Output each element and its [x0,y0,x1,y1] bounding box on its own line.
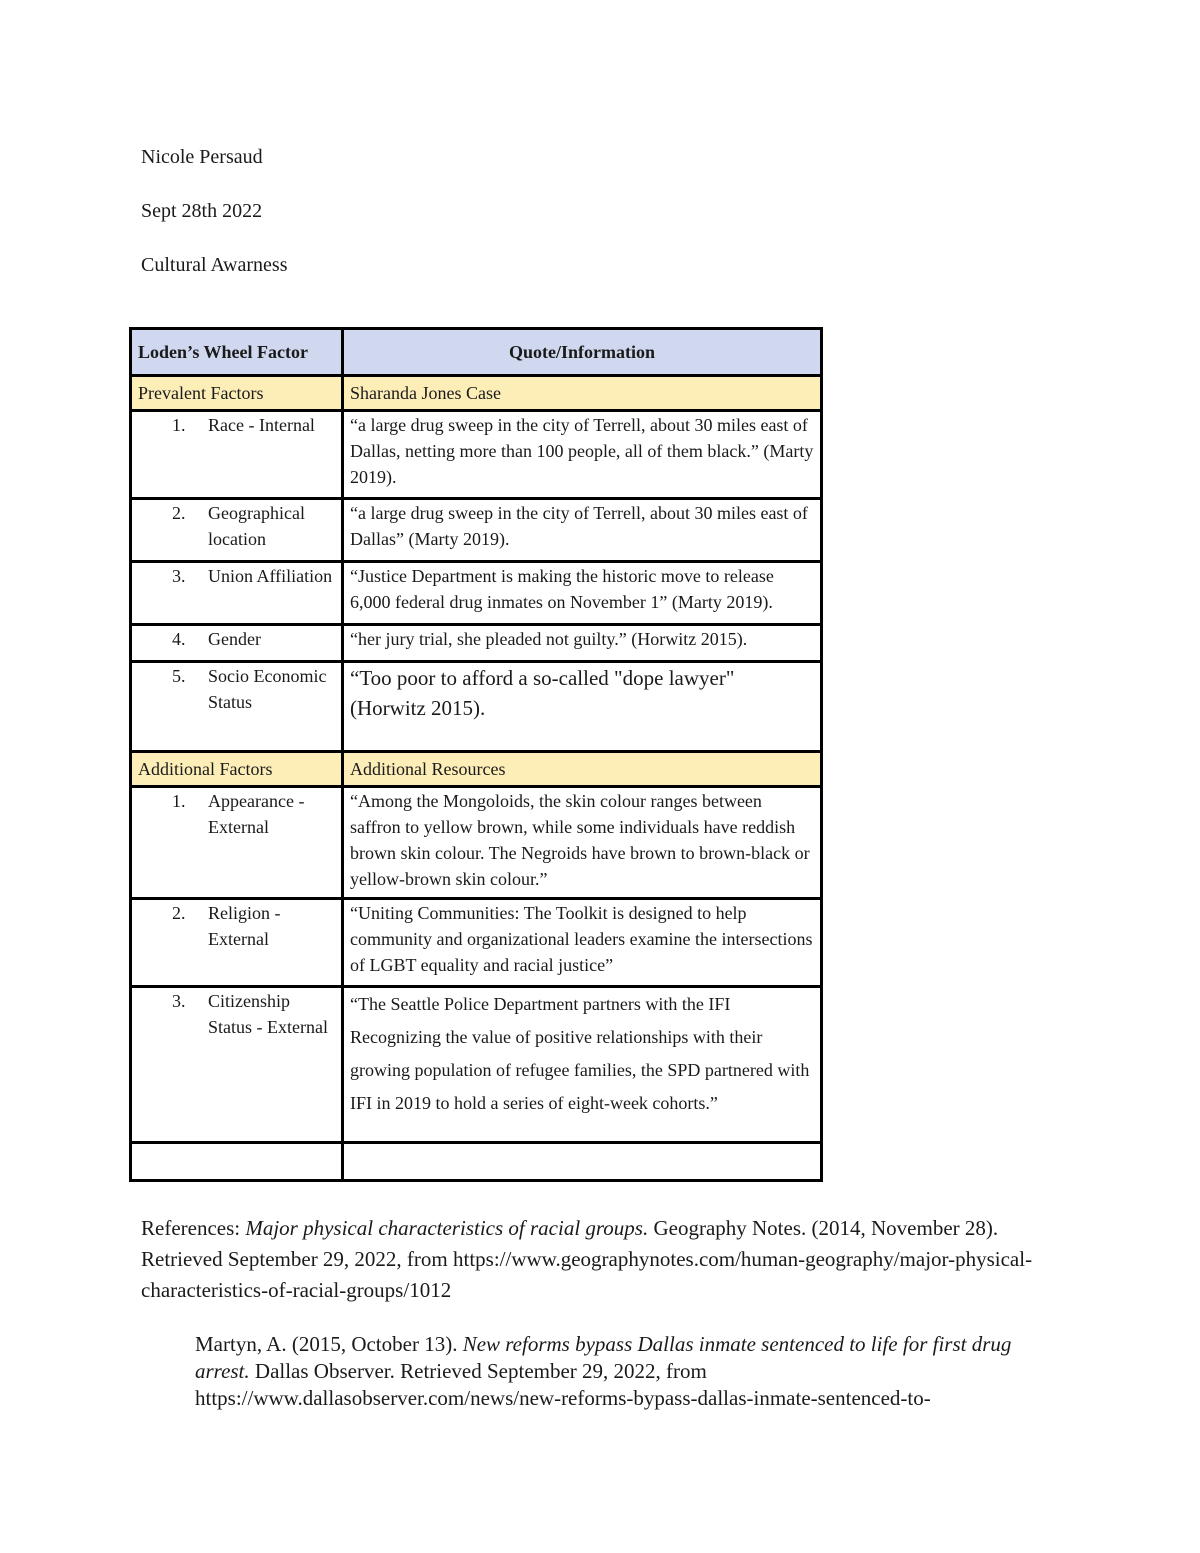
reference-details: Geography Notes. (2014, November 28). Retrieved September 29, 2022, from https://www.geographynotes.com/human-geography/major-physical-characteristics-of-racial-groups/1012 [141,1216,1033,1302]
empty-cell [131,1143,343,1181]
reference-title: New reforms bypass Dallas inmate sentenced to life for first drug arrest. [195,1332,1012,1383]
factor-cell [131,787,343,899]
section-row-prevalent [131,376,822,411]
factor-cell [131,625,343,662]
factor-cell [131,662,343,752]
column-header-factor: Loden’s Wheel Factor [131,329,343,376]
factor-number: 3. [172,566,186,586]
table-row [131,787,822,899]
table-row [131,562,822,625]
factor-label: Union Affiliation [208,566,333,586]
table-row [131,411,822,499]
quote-cell: “a large drug sweep in the city of Terrell, about 30 miles east of Dallas” (Marty 2019). [343,499,822,562]
section-source: Sharanda Jones Case [343,376,822,411]
factor-label: Appearance - External [208,791,305,837]
factor-cell [131,562,343,625]
factor-cell [131,899,343,987]
quote-cell: “Among the Mongoloids, the skin colour ranges between saffron to yellow brown, while some individuals have reddish brown skin colour. The Negroids have brown to brown-black or yellow-brown skin colour.” [343,787,822,899]
table-header-row [131,329,822,376]
table-row [131,662,822,752]
reference-dallas-observer [195,1331,1045,1412]
factor-number: 2. [172,903,186,923]
factor-number: 3. [172,991,186,1011]
author-name: Nicole Persaud [141,146,263,168]
quote-cell: “a large drug sweep in the city of Terrell, about 30 miles east of Dallas, netting more than 100 people, all of them black.” (Marty 2019). [343,411,822,499]
empty-row [131,1143,822,1181]
quote-cell: “Justice Department is making the historic move to release 6,000 federal drug inmates on November 1” (Marty 2019). [343,562,822,625]
section-label: Additional Factors [131,752,343,787]
factor-cell [131,987,343,1143]
column-header-quote: Quote/Information [343,329,822,376]
table-row [131,499,822,562]
factor-label: Citizenship Status - External [208,991,328,1037]
table-row [131,899,822,987]
factor-number: 2. [172,503,186,523]
quote-cell: “Too poor to afford a so-called "dope lawyer" (Horwitz 2015). [343,662,822,752]
quote-cell: “Uniting Communities: The Toolkit is designed to help community and organizational leaders examine the intersections of LGBT equality and racial justice” [343,899,822,987]
reference-title: Major physical characteristics of racial groups. [245,1216,649,1240]
reference-details: Dallas Observer. Retrieved September 29, 2022, from https://www.dallasobserver.com/news/new-reforms-bypass-dallas-inmate-sentenced-to- [195,1359,931,1410]
factor-label: Religion - External [208,903,281,949]
factor-label: Socio Economic Status [208,666,327,712]
factor-cell [131,411,343,499]
section-label: Prevalent Factors [131,376,343,411]
factor-number: 1. [172,791,186,811]
table-row [131,987,822,1143]
factor-cell [131,499,343,562]
factor-number: 4. [172,629,186,649]
table-row [131,625,822,662]
factor-label: Race - Internal [208,415,315,435]
reference-prefix: Martyn, A. (2015, October 13). [195,1332,463,1356]
reference-geography-notes [141,1213,1071,1306]
factor-label: Geographical location [208,503,305,549]
factor-label: Gender [208,629,261,649]
lodens-wheel-table [129,327,823,1182]
factor-number: 1. [172,415,186,435]
document-date: Sept 28th 2022 [141,200,263,222]
reference-prefix: References: [141,1216,246,1240]
factor-number: 5. [172,666,186,686]
section-source: Additional Resources [343,752,822,787]
quote-cell: “her jury trial, she pleaded not guilty.” (Horwitz 2015). [343,625,822,662]
empty-cell [343,1143,822,1181]
section-row-additional [131,752,822,787]
quote-cell: “The Seattle Police Department partners with the IFI Recognizing the value of positive relationships with their growing population of refugee families, the SPD partnered with IFI in 2019 to hold a series of eight-week cohorts.” [343,987,822,1143]
document-title: Cultural Awarness [141,254,288,276]
